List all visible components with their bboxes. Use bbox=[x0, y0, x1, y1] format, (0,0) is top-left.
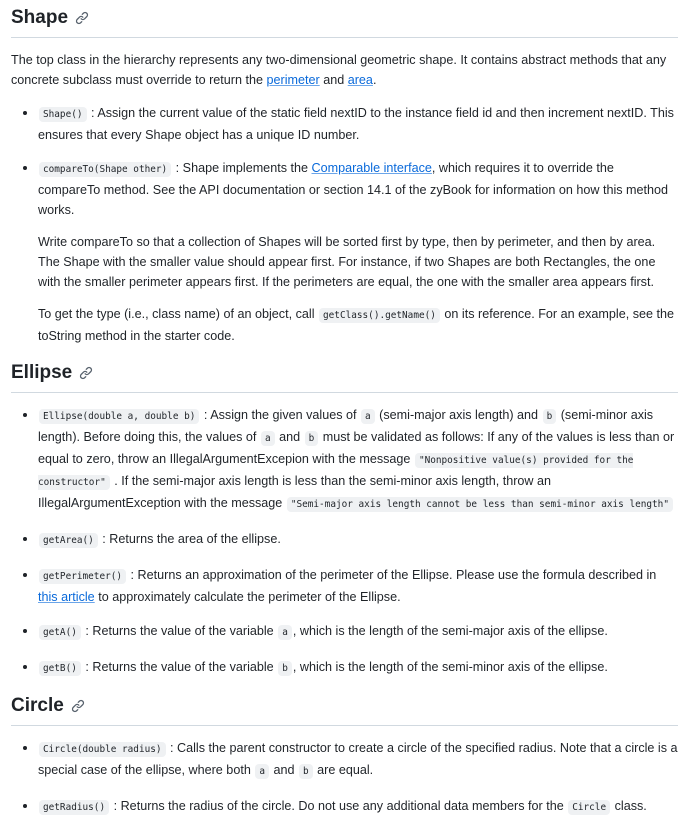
ellipse-heading-text: Ellipse bbox=[11, 362, 73, 383]
ellipse-heading bbox=[11, 360, 678, 393]
this-article-link[interactable]: this article bbox=[38, 590, 95, 604]
list-item-getarea: • getArea() : Returns the area of the ellipse. bbox=[38, 528, 678, 551]
code-semimajor-message: "Semi-major axis length cannot be less than semi-minor axis length" bbox=[287, 497, 673, 512]
anchor-link-icon[interactable] bbox=[79, 366, 93, 380]
code-var-b: b bbox=[278, 661, 292, 676]
code-getclass-getname: getClass().getName() bbox=[319, 308, 440, 323]
code-var-b: b bbox=[305, 431, 319, 446]
list-item-compareto: • compareTo(Shape other) : Shape implements the Comparable interface, which requires it to override the compareTo method. See the API documentation or section 14.1 of the zyBook for information on how this method works. Write compareTo so that a collection of Shapes will be sorted first by type, then by perimeter, and then by area. The Shape with the smaller value should appear first. For instance, if two Shapes are both Rectangles, the one with the smaller perimeter appears first. If the perimeters are equal, the one with the smaller area appears first. To get the type (i.e., class name) of an object, call getClass().getName() on its reference. For an example, see the toString method in the starter code. bbox=[38, 157, 678, 346]
list-item-shape-constructor: • Shape() : Assign the current value of the static field nextID to the instance field id and then increment nextID. This ensures that every Shape object has a unique ID number. bbox=[38, 102, 678, 145]
list-item-geta: • getA() : Returns the value of the variable a , which is the length of the semi-major axis of the ellipse. bbox=[38, 620, 678, 643]
shape-method-list bbox=[11, 102, 678, 346]
code-ellipse-constructor: Ellipse(double a, double b) bbox=[39, 409, 199, 424]
code-getb: getB() bbox=[39, 661, 81, 676]
compareto-sort-order-paragraph: Write compareTo so that a collection of Shapes will be sorted first by type, then by perimeter, and then by area. The Shape with the smaller value should appear first. For instance, if two Shapes are both Rectangles, the one with the smaller perimeter appears first. If the perimeters are equal, the one with the smaller area appears first. bbox=[38, 235, 656, 289]
code-var-b: b bbox=[299, 764, 313, 779]
code-var-b: b bbox=[543, 409, 557, 424]
code-shape-constructor: Shape() bbox=[39, 107, 87, 122]
compareto-type-paragraph: To get the type (i.e., class name) of an object, call getClass().getName() on its reference. For an example, see the toString method in the starter code. bbox=[38, 307, 675, 343]
list-item-getperimeter: • getPerimeter() : Returns an approximation of the perimeter of the Ellipse. Please use the formula described in this article to approximately calculate the perimeter of the Ellipse. bbox=[38, 564, 678, 607]
shape-intro-paragraph: The top class in the hierarchy represents any two-dimensional geometric shape. It contains abstract methods that any concrete subclass must override to return the perimeter and area. bbox=[11, 53, 667, 87]
area-link[interactable]: area bbox=[347, 73, 373, 87]
code-var-a: a bbox=[361, 409, 375, 424]
code-getperimeter: getPerimeter() bbox=[39, 569, 126, 584]
circle-heading-text: Circle bbox=[11, 695, 64, 716]
anchor-link-icon[interactable] bbox=[71, 699, 85, 713]
circle-method-list bbox=[11, 737, 678, 818]
ellipse-method-list bbox=[11, 404, 678, 679]
code-var-a: a bbox=[278, 625, 292, 640]
code-nonpositive-message: "Nonpositive value(s) provided for the constructor" bbox=[38, 455, 634, 488]
list-item-getb: • getB() : Returns the value of the variable b , which is the length of the semi-minor axis of the ellipse. bbox=[38, 656, 678, 679]
code-compareto: compareTo(Shape other) bbox=[39, 162, 171, 177]
code-circle-constructor: Circle(double radius) bbox=[39, 742, 166, 757]
list-item-ellipse-constructor: • Ellipse(double a, double b) : Assign the given values of a (semi-major axis length) and b (semi-minor axis length). Before doing this, the values of a and b must be validated as follows: If any of the values is less than or equal to zero, throw an IllegalArgumentExcepion with the message "Nonpositive value(s) provided for the constructor" . If the semi-major axis length is less than the semi-minor axis length, throw an IllegalArgumentException with the message "Semi-major axis length cannot be less than semi-minor axis length" bbox=[38, 404, 678, 515]
shape-heading-text: Shape bbox=[11, 7, 69, 28]
perimeter-link[interactable]: perimeter bbox=[266, 73, 320, 87]
comparable-interface-link[interactable]: Comparable interface bbox=[311, 161, 432, 175]
code-geta: getA() bbox=[39, 625, 81, 640]
code-var-a: a bbox=[255, 764, 269, 779]
code-var-a: a bbox=[261, 431, 275, 446]
code-getradius: getRadius() bbox=[39, 800, 109, 815]
circle-heading bbox=[11, 693, 678, 726]
shape-heading bbox=[11, 0, 678, 38]
list-item-circle-constructor: • Circle(double radius) : Calls the parent constructor to create a circle of the specified radius. Note that a circle is a special case of the ellipse, where both a and b are equal. bbox=[38, 737, 678, 782]
anchor-link-icon[interactable] bbox=[75, 11, 89, 25]
code-circle-class: Circle bbox=[568, 800, 610, 815]
code-getarea: getArea() bbox=[39, 533, 98, 548]
list-item-getradius: • getRadius() : Returns the radius of the circle. Do not use any additional data members for the Circle class. bbox=[38, 795, 678, 818]
